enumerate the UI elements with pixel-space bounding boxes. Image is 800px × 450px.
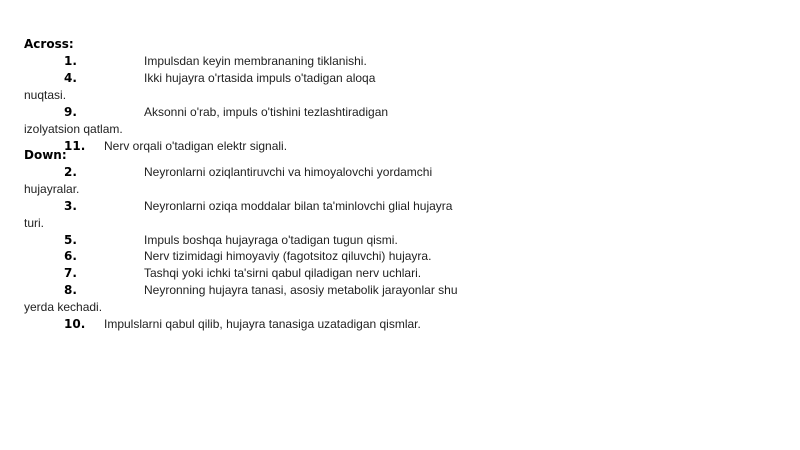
clue-number-down-5: 5. [64,233,77,247]
clue-number-down-7: 7. [64,266,77,280]
clue-text-across-4-cont: nuqtasi. [24,88,67,102]
clue-text-down-10: Impulslarni qabul qilib, hujayra tanasiga uzatadigan qismlar. [104,317,421,331]
clue-text-down-2-cont: hujayralar. [24,182,80,196]
clue-number-across-4: 4. [64,71,77,85]
clue-text-across-11: Nerv orqali o'tadigan elektr signali. [104,139,288,153]
clue-number-down-3: 3. [64,199,77,213]
clue-number-across-9: 9. [64,105,77,119]
clue-text-across-4: Ikki hujayra o'rtasida impuls o'tadigan aloqa [144,71,376,85]
clue-number-down-10: 10. [64,317,86,331]
clue-text-across-9-cont: izolyatsion qatlam. [24,122,123,136]
clue-text-down-3-cont: turi. [24,216,45,230]
clue-text-down-7: Tashqi yoki ichki ta'sirni qabul qiladigan nerv uchlari. [144,266,422,280]
clue-number-across-1: 1. [64,54,77,68]
clue-text-down-6: Nerv tizimidagi himoyaviy (fagotsitoz qiluvchi) hujayra. [144,249,432,263]
clue-text-down-8: Neyronning hujayra tanasi, asosiy metabolik jarayonlar shu [144,283,458,297]
clue-number-down-6: 6. [64,249,77,263]
across-heading: Across: [24,37,74,51]
clue-number-down-2: 2. [64,165,77,179]
clue-text-across-1: Impulsdan keyin membrananing tiklanishi. [144,54,367,68]
down-heading: Down: [24,148,67,162]
clue-text-down-8-cont: yerda kechadi. [24,300,103,314]
clue-number-down-8: 8. [64,283,77,297]
clue-text-down-2: Neyronlarni oziqlantiruvchi va himoyalovchi yordamchi [144,165,433,179]
clue-text-down-5: Impuls boshqa hujayraga o'tadigan tugun qismi. [144,233,398,247]
clue-number-across-11: 11. [64,139,86,153]
clue-text-down-3: Neyronlarni oziqa moddalar bilan ta'minlovchi glial hujayra [144,199,453,213]
clue-text-across-9: Aksonni o'rab, impuls o'tishini tezlashtiradigan [144,105,389,119]
